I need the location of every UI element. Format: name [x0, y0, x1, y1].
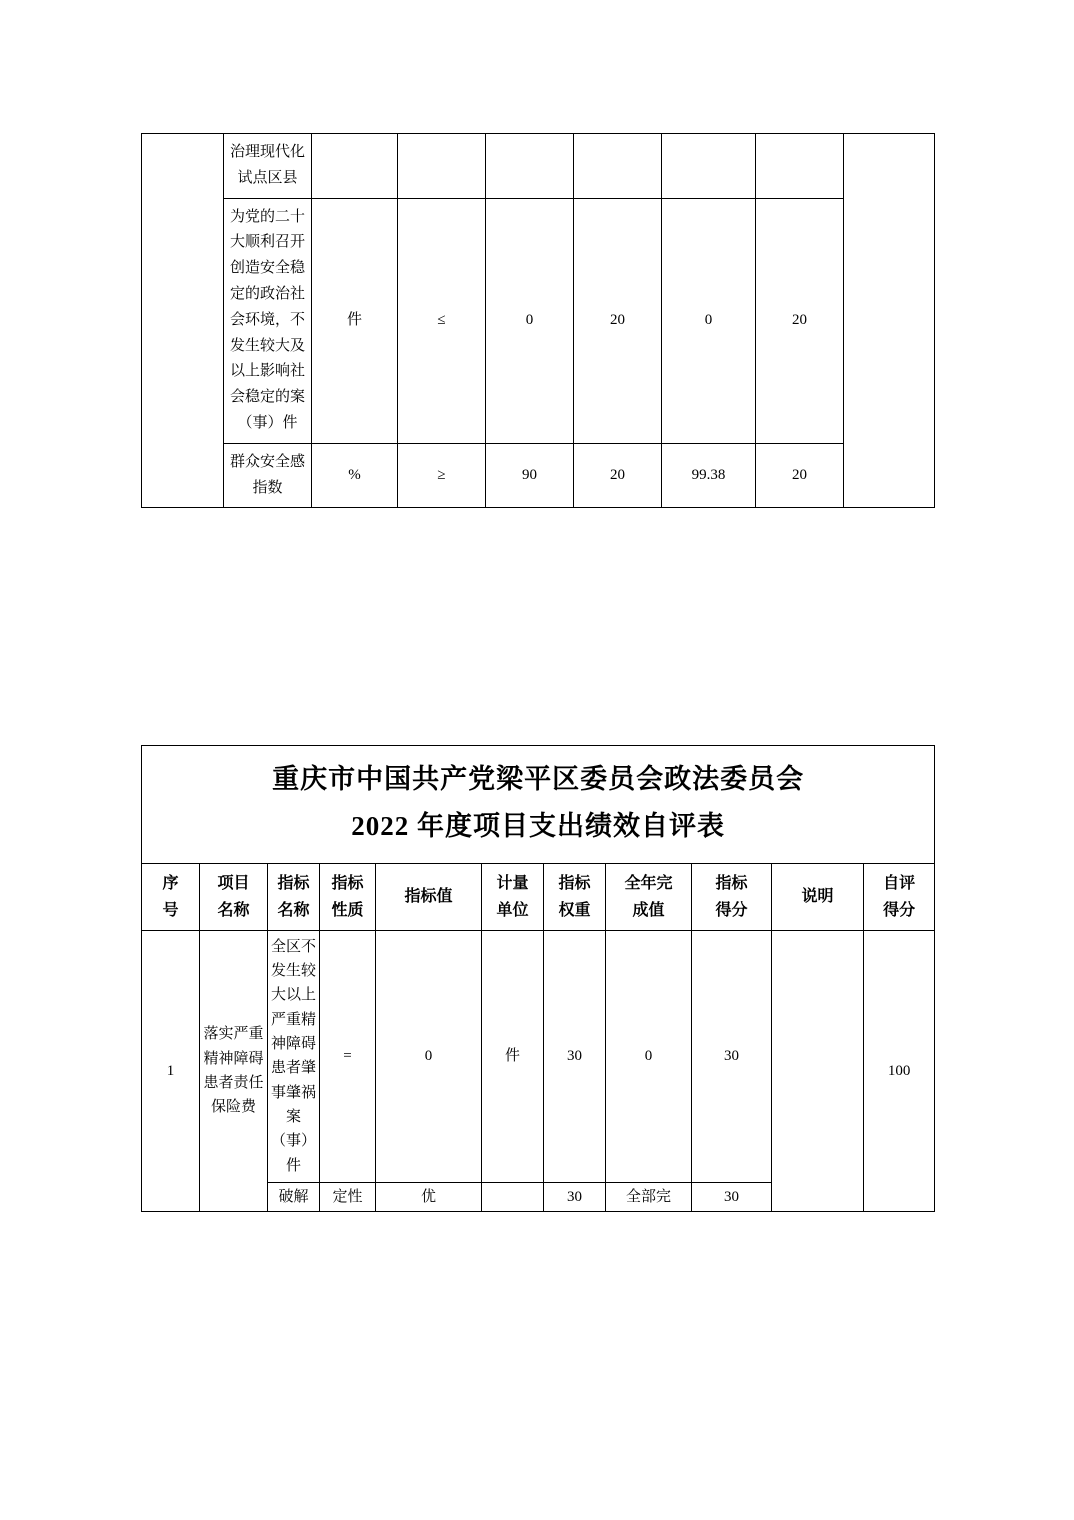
table-row	[142, 198, 935, 443]
table-title-row	[142, 746, 935, 864]
actual-value-cell: 全部完	[606, 1182, 692, 1211]
target-value-cell: 90	[486, 443, 574, 508]
indicator-nature-cell: =	[320, 930, 376, 1182]
target-value-cell: 0	[486, 198, 574, 443]
header-weight: 指标 权重	[544, 863, 606, 930]
unit-cell: %	[312, 443, 398, 508]
header-unit: 计量 单位	[482, 863, 544, 930]
nature-cell: ≤	[398, 198, 486, 443]
table-row	[142, 134, 935, 199]
score-cell: 30	[692, 1182, 772, 1211]
project-name-cell	[142, 134, 224, 508]
weight-cell: 30	[544, 930, 606, 1182]
unit-cell	[482, 1182, 544, 1211]
unit-cell	[312, 134, 398, 199]
header-indicator-name: 指标 名称	[268, 863, 320, 930]
indicator-name-cell: 破解	[268, 1182, 320, 1211]
header-self-score: 自评 得分	[864, 863, 935, 930]
header-seq: 序 号	[142, 863, 200, 930]
note-cell	[844, 134, 935, 508]
indicator-name-cell: 为党的二十大顺利召开创造安全稳定的政治社会环境，不发生较大及以上影响社会稳定的案（事）件	[224, 198, 312, 443]
actual-value-cell: 0	[662, 198, 756, 443]
actual-value-cell: 0	[606, 930, 692, 1182]
header-score: 指标 得分	[692, 863, 772, 930]
header-project-name: 项目 名称	[200, 863, 268, 930]
indicator-value-cell: 0	[376, 930, 482, 1182]
header-indicator-value: 指标值	[376, 863, 482, 930]
score-cell: 30	[692, 930, 772, 1182]
table-row	[142, 443, 935, 508]
project-name-cell: 落实严重精神障碍患者责任保险费	[200, 930, 268, 1211]
table-row	[142, 930, 935, 1182]
indicator-name-cell: 全区不发生较大以上严重精神障碍患者肇事肇祸案（事）件	[268, 930, 320, 1182]
indicator-value-cell: 优	[376, 1182, 482, 1211]
score-cell: 20	[756, 198, 844, 443]
unit-cell: 件	[312, 198, 398, 443]
table-title	[142, 746, 935, 864]
seq-cell: 1	[142, 930, 200, 1211]
title-line-1: 重庆市中国共产党梁平区委员会政法委员会	[272, 764, 805, 794]
header-note: 说明	[772, 863, 864, 930]
header-indicator-nature: 指标 性质	[320, 863, 376, 930]
weight-cell	[574, 134, 662, 199]
indicator-nature-cell: 定性	[320, 1182, 376, 1211]
nature-cell: ≥	[398, 443, 486, 508]
title-line-2: 2022 年度项目支出绩效自评表	[351, 811, 725, 842]
weight-cell: 30	[544, 1182, 606, 1211]
nature-cell	[398, 134, 486, 199]
self-evaluation-table	[141, 745, 935, 1212]
actual-value-cell: 99.38	[662, 443, 756, 508]
performance-table-continued	[141, 133, 935, 508]
indicator-name-cell: 治理现代化试点区县	[224, 134, 312, 199]
weight-cell: 20	[574, 198, 662, 443]
note-cell	[772, 930, 864, 1211]
target-value-cell	[486, 134, 574, 199]
score-cell: 20	[756, 443, 844, 508]
weight-cell: 20	[574, 443, 662, 508]
self-score-cell: 100	[864, 930, 935, 1211]
indicator-name-cell: 群众安全感指数	[224, 443, 312, 508]
table-header-row	[142, 863, 935, 930]
unit-cell: 件	[482, 930, 544, 1182]
actual-value-cell	[662, 134, 756, 199]
header-actual: 全年完 成值	[606, 863, 692, 930]
score-cell	[756, 134, 844, 199]
